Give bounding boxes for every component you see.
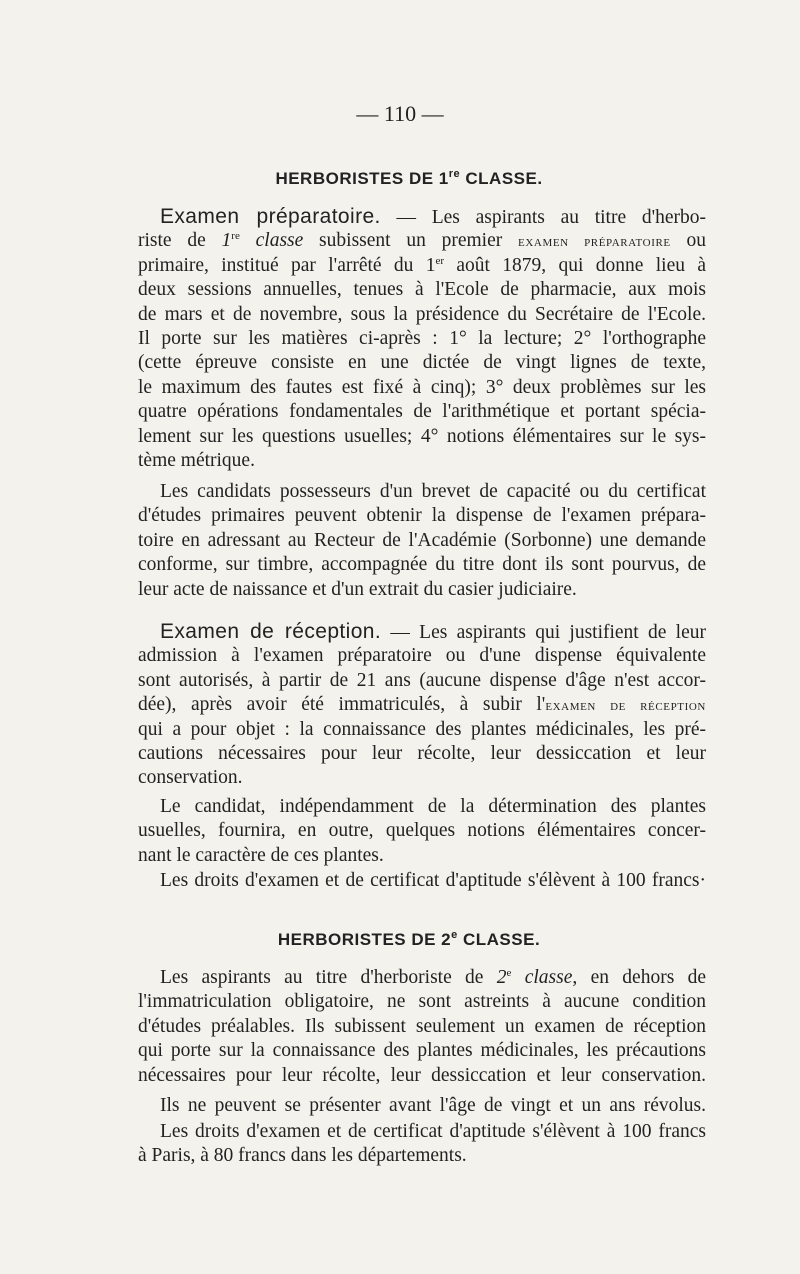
paragraph-examen-reception — [138, 620, 706, 791]
text-line: quatre opérations fondamentales de l'arithmétique et portant spécia- — [138, 401, 706, 423]
text-line: Les droits d'examen et de certificat d'aptitude s'élèvent à 100 francs· — [160, 870, 706, 891]
text-line: Examen préparatoire. — Les aspirants au titre d'herbo- — [160, 205, 706, 228]
heading-text-end: CLASSE. — [457, 930, 541, 949]
small-caps-term: examen préparatoire — [518, 233, 671, 251]
small-caps-term: examen de réception — [545, 697, 706, 715]
text-line: (cette épreuve consiste en une dictée de vingt lignes de texte, — [138, 352, 706, 374]
paragraph-age — [138, 1094, 706, 1118]
text-line: l'immatriculation obligatoire, ne sont astreints à aucune condition — [138, 991, 706, 1013]
text-line: d'études primaires peuvent obtenir la dispense de l'examen prépara- — [138, 505, 706, 527]
paragraph-candidat — [138, 795, 706, 868]
paragraph-aspirants-2e-classe — [138, 966, 706, 1088]
paragraph-examen-preparatoire — [138, 205, 706, 473]
section-lead-examen-preparatoire: Examen préparatoire. — [160, 205, 381, 228]
text-line: Les aspirants au titre d'herboriste de 2e classe, en dehors de — [160, 967, 706, 988]
heading-text: HERBORISTES DE 2 — [277, 930, 452, 949]
paragraph-droits-1re-classe — [138, 869, 706, 893]
text-line: Ils ne peuvent se présenter avant l'âge de vingt et un ans révolus. — [160, 1095, 706, 1116]
text-line: qui porte sur la connaissance des plantes médicinales, les précautions — [138, 1040, 706, 1062]
text-line: de mars et de novembre, sous la présidence du Secrétaire de l'Ecole. — [138, 303, 706, 325]
heading-superscript: re — [448, 168, 461, 180]
text-line: dée), après avoir été immatriculés, à subir l'examen de réception — [138, 694, 706, 716]
paragraph-droits-2e-classe — [138, 1120, 706, 1169]
heading-superscript: e — [451, 929, 458, 941]
page-number: — 110 — — [356, 101, 444, 126]
text-line: d'études préalables. Ils subissent seulement un examen de réception — [138, 1015, 706, 1037]
text-line: conforme, sur timbre, accompagnée du titre dont ils sont pourvus, de — [138, 554, 706, 576]
section-heading-2e-classe — [0, 930, 800, 950]
section-heading-1re-classe — [0, 169, 800, 189]
text-line: tème métrique. — [138, 449, 255, 471]
heading-text: HERBORISTES DE 1 — [275, 169, 449, 188]
section-lead-examen-reception: Examen de réception. — [160, 620, 382, 643]
text-line: Les droits d'examen et de certificat d'aptitude s'élèvent à 100 francs — [160, 1121, 706, 1142]
text-line: Les candidats possesseurs d'un brevet de capacité ou du certificat — [160, 481, 706, 502]
text-line: conservation. — [138, 767, 243, 789]
heading-text-end: CLASSE. — [460, 169, 543, 188]
text-line: nant le caractère de ces plantes. — [138, 844, 384, 866]
paragraph-dispense — [138, 480, 706, 602]
text-line: deux sessions annuelles, tenues à l'Ecole de pharmacie, aux mois — [138, 279, 706, 301]
text-line: admission à l'examen préparatoire ou d'une dispense équivalente — [138, 645, 706, 667]
text-line: toire en adressant au Recteur de l'Académie (Sorbonne) une demande — [138, 529, 706, 551]
text-line: Le candidat, indépendamment de la détermination des plantes — [160, 796, 706, 817]
text-line: Examen de réception. — Les aspirants qui justifient de leur — [160, 620, 707, 643]
text-line: nécessaires pour leur récolte, leur dessiccation et leur conservation. — [138, 1064, 706, 1086]
text-line: qui a pour objet : la connaissance des plantes médicinales, les pré- — [138, 718, 706, 740]
text-line: à Paris, à 80 francs dans les départements. — [138, 1145, 467, 1167]
text-line: leur acte de naissance et d'un extrait du casier judiciaire. — [138, 578, 577, 600]
text-line: lement sur les questions usuelles; 4° notions élémentaires sur le sys- — [138, 425, 706, 447]
text-line: sont autorisés, à partir de 21 ans (aucune dispense d'âge n'est accor- — [138, 669, 706, 691]
text-line: primaire, institué par l'arrêté du 1er août 1879, qui donne lieu à — [138, 254, 706, 276]
text-line: riste de 1re classe subissent un premier examen préparatoire ou — [138, 230, 707, 252]
text-line: le maximum des fautes est fixé à cinq); 3° deux problèmes sur les — [138, 376, 706, 398]
text-line: cautions nécessaires pour leur récolte, leur dessiccation et leur — [138, 742, 706, 764]
text-line: Il porte sur les matières ci-après : 1° la lecture; 2° l'orthographe — [138, 327, 706, 349]
text-line: usuelles, fournira, en outre, quelques notions élémentaires concer- — [138, 820, 706, 842]
